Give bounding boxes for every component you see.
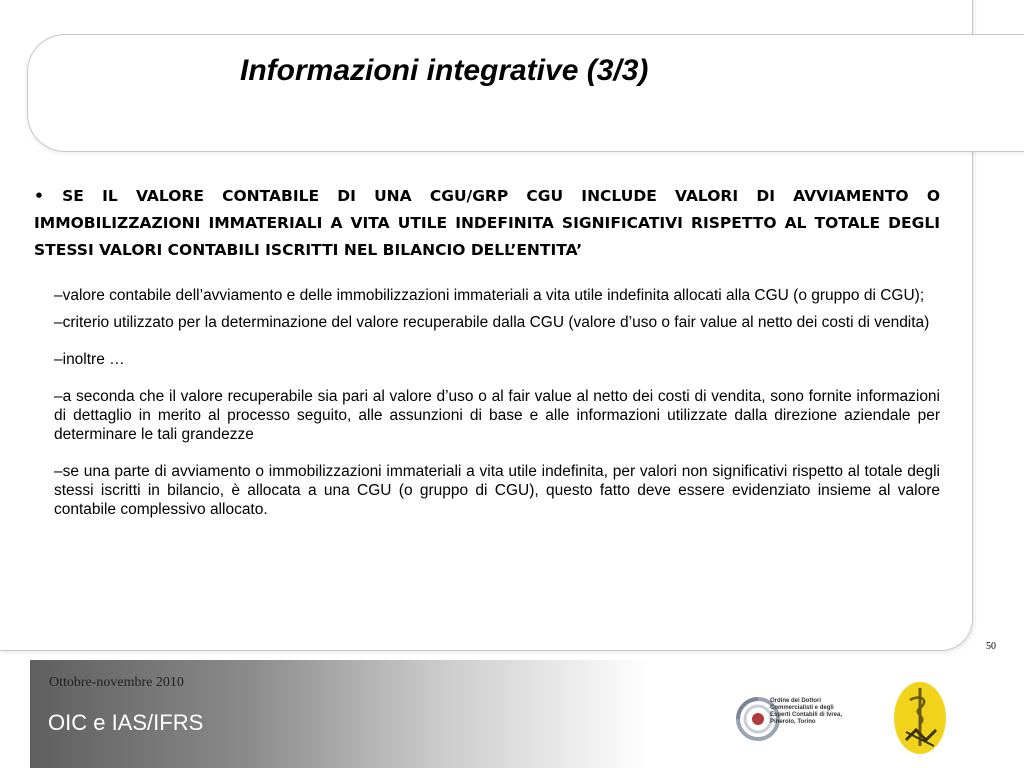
slide-content xyxy=(34,183,940,527)
slide-title: Informazioni integrative (3/3) xyxy=(240,54,649,87)
list-item: –inoltre … xyxy=(54,351,125,368)
list-item: –se una parte di avviamento o immobilizzazioni immateriali a vita utile indefinita, per valori non significativi rispetto al totale degli stessi iscritti in bilancio, è allocata a una CGU (o gruppo di CGU), questo fatto deve essere evidenziato insieme al valore contabile complessivo allocato. xyxy=(54,463,940,518)
sub-list xyxy=(34,286,940,519)
list-item: –valore contabile dell’avviamento e delle immobilizzazioni immateriali a vita utile indefinita allocati alla CGU (o gruppo di CGU); xyxy=(54,287,925,304)
page-number: 50 xyxy=(986,641,996,652)
title-box xyxy=(27,34,1024,152)
footer-date: Ottobre-novembre 2010 xyxy=(49,675,184,690)
heading-text: SE IL VALORE CONTABILE DI UNA CGU/GRP CGU INCLUDE VALORI DI AVVIAMENTO O IMMOBILIZZAZIONI IMMATERIALI A VITA UTILE INDEFINITA SIGNIFICATIVI RISPETTO AL TOTALE DEGLI STESSI VALORI CONTABILI ISCRITTI NEL BILANCIO DELL’ENTITA’ xyxy=(34,187,940,259)
odcec-logo-text: Ordine dei Dottori Commercialisti e degli Esperti Contabili di Ivrea, Pinerolo, Torino xyxy=(770,698,843,725)
list-item: –criterio utilizzato per la determinazione del valore recuperabile dalla CGU (valore d’uso o fair value al netto dei costi di vendita) xyxy=(54,314,930,331)
bullet-marker: • xyxy=(34,187,44,205)
bullet-heading xyxy=(34,183,940,264)
yellow-emblem-icon xyxy=(892,680,948,756)
list-item: –a seconda che il valore recuperabile sia pari al valore d’uso o al fair value al netto dei costi di vendita, sono fornite informazioni di dettaglio in merito al processo seguito, alle assunzioni di base e alle informazioni utilizzate dalla direzione aziendale per determinare le tali grandezze xyxy=(54,388,940,443)
footer-brand: OIC e IAS/IFRS xyxy=(48,710,204,735)
